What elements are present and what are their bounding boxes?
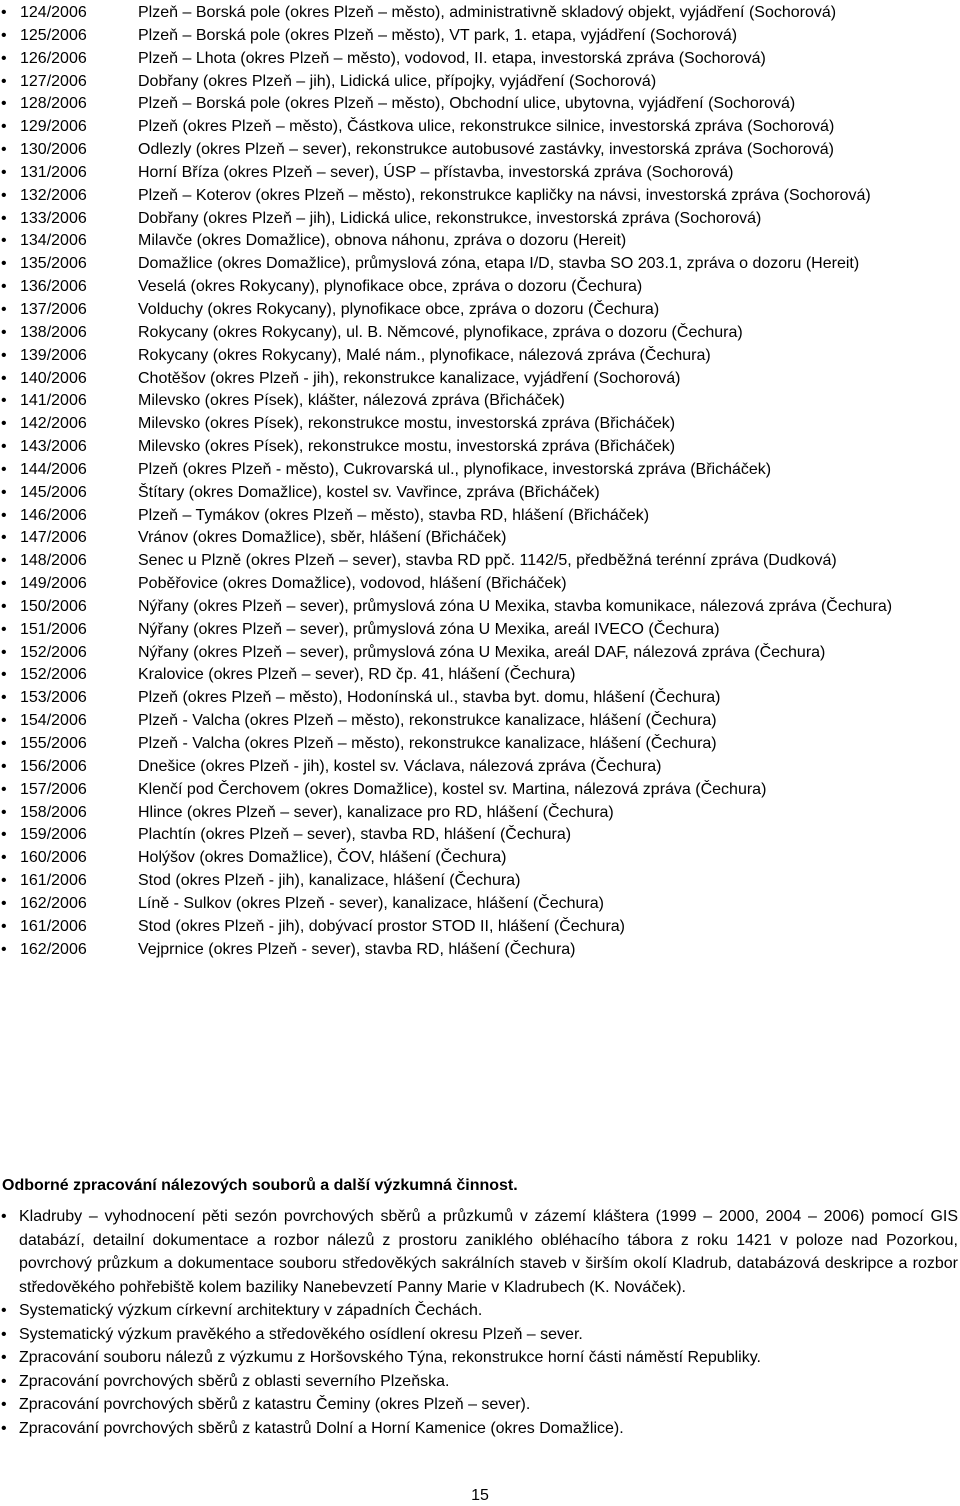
report-number: 148/2006 — [20, 552, 87, 570]
report-description: Vránov (okres Domažlice), sběr, hlášení (Břicháček) — [138, 529, 507, 547]
report-description: Milevsko (okres Písek), klášter, nálezová zpráva (Břicháček) — [138, 392, 565, 410]
list-item — [0, 413, 960, 436]
bullet-icon: • — [1, 803, 7, 821]
bullet-icon: • — [1, 209, 7, 227]
bullet-icon: • — [1, 369, 7, 387]
list-item — [0, 939, 960, 962]
bullet-icon: • — [1, 780, 7, 798]
bullet-icon: • — [1, 163, 7, 181]
report-description: Stod (okres Plzeň - jih), kanalizace, hlášení (Čechura) — [138, 872, 521, 890]
bullet-icon: • — [1, 26, 7, 44]
bullet-icon: • — [1, 1372, 7, 1390]
list-item — [0, 550, 960, 573]
report-description: Milevsko (okres Písek), rekonstrukce mostu, investorská zpráva (Břicháček) — [138, 438, 676, 456]
report-description: Poběřovice (okres Domažlice), vodovod, hlášení (Břicháček) — [138, 575, 567, 593]
report-number: 143/2006 — [20, 438, 87, 456]
list-item — [0, 93, 960, 116]
bullet-icon: • — [1, 552, 7, 570]
bullet-icon: • — [1, 1325, 7, 1343]
report-number: 159/2006 — [20, 826, 87, 844]
report-description: Plzeň – Borská pole (okres Plzeň – město), administrativně skladový objekt, vyjádření (Sochorová) — [138, 4, 837, 21]
report-description: Milavče (okres Domažlice), obnova náhonu, zpráva o dozoru (Hereit) — [138, 232, 627, 250]
report-number: 142/2006 — [20, 415, 87, 433]
bullet-icon: • — [1, 346, 7, 364]
report-number: 125/2006 — [20, 26, 87, 44]
list-item — [0, 573, 960, 596]
report-number: 154/2006 — [20, 712, 87, 730]
report-number: 155/2006 — [20, 735, 87, 752]
report-description: Nýřany (okres Plzeň – sever), průmyslová zóna U Mexika, areál DAF, nálezová zpráva (Čechura) — [138, 643, 826, 661]
activity-text: Zpracování povrchových sběrů z katastrů Dolní a Horní Kamenice (okres Domažlice). — [19, 1419, 624, 1437]
bullet-icon: • — [1, 666, 7, 684]
list-item — [0, 162, 960, 185]
bullet-icon: • — [1, 300, 7, 318]
bullet-icon: • — [1, 506, 7, 524]
list-item — [0, 1370, 960, 1394]
list-item — [0, 687, 960, 710]
report-number: 128/2006 — [20, 95, 87, 113]
list-item — [0, 116, 960, 139]
bullet-icon: • — [1, 141, 7, 159]
bullet-icon: • — [1, 940, 7, 958]
list-item — [0, 25, 960, 48]
report-number: 138/2006 — [20, 323, 87, 341]
report-number: 153/2006 — [20, 689, 87, 707]
list-item — [0, 1205, 960, 1299]
report-description: Dobřany (okres Plzeň – jih), Lidická ulice, přípojky, vyjádření (Sochorová) — [138, 72, 657, 90]
list-item — [0, 619, 960, 642]
list-item — [0, 916, 960, 939]
list-item — [0, 893, 960, 916]
list-item — [0, 276, 960, 299]
bullet-icon: • — [1, 735, 7, 752]
report-description: Rokycany (okres Rokycany), Malé nám., plynofikace, nálezová zpráva (Čechura) — [138, 346, 711, 364]
report-number: 133/2006 — [20, 209, 87, 227]
report-description: Stod (okres Plzeň - jih), dobývací prostor STOD II, hlášení (Čechura) — [138, 917, 626, 935]
bullet-icon: • — [1, 95, 7, 113]
bullet-icon: • — [1, 49, 7, 67]
report-list — [0, 2, 960, 961]
bullet-icon: • — [1, 849, 7, 867]
activity-text: Systematický výzkum pravěkého a středověkého osídlení okresu Plzeň – sever. — [19, 1325, 583, 1343]
bullet-icon: • — [1, 826, 7, 844]
report-number: 146/2006 — [20, 506, 87, 524]
list-item — [0, 71, 960, 94]
report-description: Plzeň – Tymákov (okres Plzeň – město), stavba RD, hlášení (Břicháček) — [138, 506, 650, 524]
report-description: Plzeň – Borská pole (okres Plzeň – město), VT park, 1. etapa, vyjádření (Sochorová) — [138, 26, 738, 44]
bullet-icon: • — [1, 4, 7, 21]
bullet-icon: • — [1, 118, 7, 136]
report-number: 139/2006 — [20, 346, 87, 364]
activity-text: Kladruby – vyhodnocení pěti sezón povrchových sběrů a průzkumů v zázemí kláštera (1999 – 2000, 2004 – 2006) pomocí GIS databází, detailní dokumentace a rozbor nálezů z prostoru zaniklého obléhacího tábora z roku 1421 v poloze nad Pozorkou, povrchový průzkum a dokumentace souboru středověkých sakrálních staveb v širším okolí Kladrub, databázová deskripce a rozbor středověkého pohřebiště kolem baziliky Nanebevzetí Panny Marie v Kladrubech (K. Nováček). — [19, 1208, 958, 1296]
report-number: 160/2006 — [20, 849, 87, 867]
list-item — [0, 505, 960, 528]
bullet-icon: • — [1, 575, 7, 593]
list-item — [0, 390, 960, 413]
bullet-icon: • — [1, 323, 7, 341]
report-number: 150/2006 — [20, 597, 87, 615]
list-item — [0, 1417, 960, 1441]
report-description: Veselá (okres Rokycany), plynofikace obce, zpráva o dozoru (Čechura) — [138, 278, 643, 296]
report-description: Odlezly (okres Plzeň – sever), rekonstrukce autobusové zastávky, investorská zpráva (Sochorová) — [138, 141, 834, 159]
report-description: Plzeň - Valcha (okres Plzeň – město), rekonstrukce kanalizace, hlášení (Čechura) — [138, 712, 717, 730]
list-item — [0, 733, 960, 756]
report-number: 141/2006 — [20, 392, 87, 410]
report-description: Horní Bříza (okres Plzeň – sever), ÚSP – přístavba, investorská zpráva (Sochorová) — [138, 163, 734, 181]
bullet-icon: • — [1, 689, 7, 707]
list-item — [0, 779, 960, 802]
list-item — [0, 710, 960, 733]
report-description: Plzeň (okres Plzeň - město), Cukrovarská ul., plynofikace, investorská zpráva (Břicháček) — [138, 460, 772, 478]
activity-text: Zpracování povrchových sběrů z katastru Čeminy (okres Plzeň – sever). — [19, 1396, 531, 1413]
report-description: Plzeň (okres Plzeň – město), Hodonínská ul., stavba byt. domu, hlášení (Čechura) — [138, 689, 721, 707]
bullet-icon: • — [1, 1208, 7, 1225]
bullet-icon: • — [1, 643, 7, 661]
report-description: Klenčí pod Čerchovem (okres Domažlice), kostel sv. Martina, nálezová zpráva (Čechura) — [138, 780, 767, 798]
bullet-icon: • — [1, 597, 7, 615]
report-number: 152/2006 — [20, 666, 87, 684]
report-number: 135/2006 — [20, 255, 87, 273]
bullet-icon: • — [1, 1396, 7, 1413]
list-item — [0, 664, 960, 687]
report-number: 145/2006 — [20, 483, 87, 501]
report-number: 129/2006 — [20, 118, 87, 136]
report-number: 161/2006 — [20, 872, 87, 890]
report-number: 157/2006 — [20, 780, 87, 798]
report-description: Plzeň - Valcha (okres Plzeň – město), rekonstrukce kanalizace, hlášení (Čechura) — [138, 735, 717, 752]
report-number: 130/2006 — [20, 141, 87, 159]
report-description: Plachtín (okres Plzeň – sever), stavba RD, hlášení (Čechura) — [138, 826, 572, 844]
report-description: Plzeň (okres Plzeň – město), Částkova ulice, rekonstrukce silnice, investorská zpráva (Sochorová) — [138, 118, 835, 136]
report-number: 132/2006 — [20, 186, 87, 204]
list-item — [0, 48, 960, 71]
bullet-icon: • — [1, 186, 7, 204]
activity-text: Zpracování povrchových sběrů z oblasti severního Plzeňska. — [19, 1372, 450, 1390]
list-item — [0, 2, 960, 25]
bullet-icon: • — [1, 278, 7, 296]
bullet-icon: • — [1, 1349, 7, 1366]
list-item — [0, 527, 960, 550]
report-description: Dnešice (okres Plzeň - jih), kostel sv. Václava, nálezová zpráva (Čechura) — [138, 757, 662, 775]
report-description: Chotěšov (okres Plzeň - jih), rekonstrukce kanalizace, vyjádření (Sochorová) — [138, 369, 681, 387]
report-description: Dobřany (okres Plzeň – jih), Lidická ulice, rekonstrukce, investorská zpráva (Sochorová) — [138, 209, 762, 227]
page-number: 15 — [471, 1487, 489, 1504]
report-number: 156/2006 — [20, 757, 87, 775]
bullet-icon: • — [1, 529, 7, 547]
activity-list — [0, 1205, 960, 1440]
bullet-icon: • — [1, 1302, 7, 1319]
report-number: 151/2006 — [20, 620, 87, 638]
bullet-icon: • — [1, 894, 7, 912]
activity-text: Zpracování souboru nálezů z výzkumu z Horšovského Týna, rekonstrukce horní části náměstí Republiky. — [19, 1349, 761, 1366]
list-item — [0, 870, 960, 893]
report-description: Líně - Sulkov (okres Plzeň - sever), kanalizace, hlášení (Čechura) — [138, 894, 604, 912]
report-number: 127/2006 — [20, 72, 87, 90]
list-item — [0, 642, 960, 665]
bullet-icon: • — [1, 712, 7, 730]
bullet-icon: • — [1, 757, 7, 775]
list-item — [0, 436, 960, 459]
bullet-icon: • — [1, 483, 7, 501]
report-number: 162/2006 — [20, 940, 87, 958]
report-description: Kralovice (okres Plzeň – sever), RD čp. 41, hlášení (Čechura) — [138, 666, 576, 684]
list-item — [0, 756, 960, 779]
report-number: 140/2006 — [20, 369, 87, 387]
activity-text: Systematický výzkum církevní architektury v západních Čechách. — [19, 1302, 483, 1319]
bullet-icon: • — [1, 1419, 7, 1437]
report-number: 137/2006 — [20, 300, 87, 318]
report-number: 131/2006 — [20, 163, 87, 181]
section-heading: Odborné zpracování nálezových souborů a další výzkumná činnost. — [2, 1177, 518, 1194]
list-item — [0, 368, 960, 391]
report-description: Nýřany (okres Plzeň – sever), průmyslová zóna U Mexika, stavba komunikace, nálezová zpráva (Čechura) — [138, 597, 893, 615]
list-item — [0, 299, 960, 322]
list-item — [0, 802, 960, 825]
report-number: 136/2006 — [20, 278, 87, 296]
report-description: Nýřany (okres Plzeň – sever), průmyslová zóna U Mexika, areál IVECO (Čechura) — [138, 620, 720, 638]
report-number: 162/2006 — [20, 894, 87, 912]
list-item — [0, 139, 960, 162]
report-number: 161/2006 — [20, 917, 87, 935]
report-description: Senec u Plzně (okres Plzeň – sever), stavba RD ppč. 1142/5, předběžná terénní zpráva (Dudková) — [138, 552, 837, 570]
report-description: Rokycany (okres Rokycany), ul. B. Němcové, plynofikace, zpráva o dozoru (Čechura) — [138, 323, 743, 341]
report-number: 152/2006 — [20, 643, 87, 661]
bullet-icon: • — [1, 72, 7, 90]
list-item — [0, 1299, 960, 1323]
list-item — [0, 1393, 960, 1417]
report-description: Milevsko (okres Písek), rekonstrukce mostu, investorská zpráva (Břicháček) — [138, 415, 676, 433]
bullet-icon: • — [1, 232, 7, 250]
report-number: 144/2006 — [20, 460, 87, 478]
bullet-icon: • — [1, 392, 7, 410]
list-item — [0, 322, 960, 345]
report-description: Hlince (okres Plzeň – sever), kanalizace pro RD, hlášení (Čechura) — [138, 803, 614, 821]
report-number: 126/2006 — [20, 49, 87, 67]
list-item — [0, 847, 960, 870]
report-description: Holýšov (okres Domažlice), ČOV, hlášení (Čechura) — [138, 849, 507, 867]
list-item — [0, 345, 960, 368]
report-number: 147/2006 — [20, 529, 87, 547]
report-description: Štítary (okres Domažlice), kostel sv. Vavřince, zpráva (Břicháček) — [138, 483, 600, 501]
bullet-icon: • — [1, 438, 7, 456]
report-description: Plzeň – Koterov (okres Plzeň – město), rekonstrukce kapličky na návsi, investorská zpráva (Sochorová) — [138, 186, 871, 204]
list-item — [0, 1323, 960, 1347]
list-item — [0, 185, 960, 208]
report-description: Volduchy (okres Rokycany), plynofikace obce, zpráva o dozoru (Čechura) — [138, 300, 660, 318]
list-item — [0, 482, 960, 505]
report-description: Vejprnice (okres Plzeň - sever), stavba RD, hlášení (Čechura) — [138, 940, 576, 958]
report-number: 124/2006 — [20, 4, 87, 21]
list-item — [0, 230, 960, 253]
bullet-icon: • — [1, 415, 7, 433]
list-item — [0, 824, 960, 847]
bullet-icon: • — [1, 620, 7, 638]
bullet-icon: • — [1, 255, 7, 273]
report-description: Plzeň – Borská pole (okres Plzeň – město), Obchodní ulice, ubytovna, vyjádření (Sochorová) — [138, 95, 796, 113]
list-item — [0, 596, 960, 619]
report-number: 134/2006 — [20, 232, 87, 250]
list-item — [0, 208, 960, 231]
list-item — [0, 459, 960, 482]
report-number: 149/2006 — [20, 575, 87, 593]
report-description: Domažlice (okres Domažlice), průmyslová zóna, etapa I/D, stavba SO 203.1, zpráva o dozoru (Hereit) — [138, 255, 860, 273]
bullet-icon: • — [1, 460, 7, 478]
list-item — [0, 253, 960, 276]
bullet-icon: • — [1, 917, 7, 935]
report-number: 158/2006 — [20, 803, 87, 821]
report-description: Plzeň – Lhota (okres Plzeň – město), vodovod, II. etapa, investorská zpráva (Sochorová) — [138, 49, 766, 67]
bullet-icon: • — [1, 872, 7, 890]
list-item — [0, 1346, 960, 1370]
